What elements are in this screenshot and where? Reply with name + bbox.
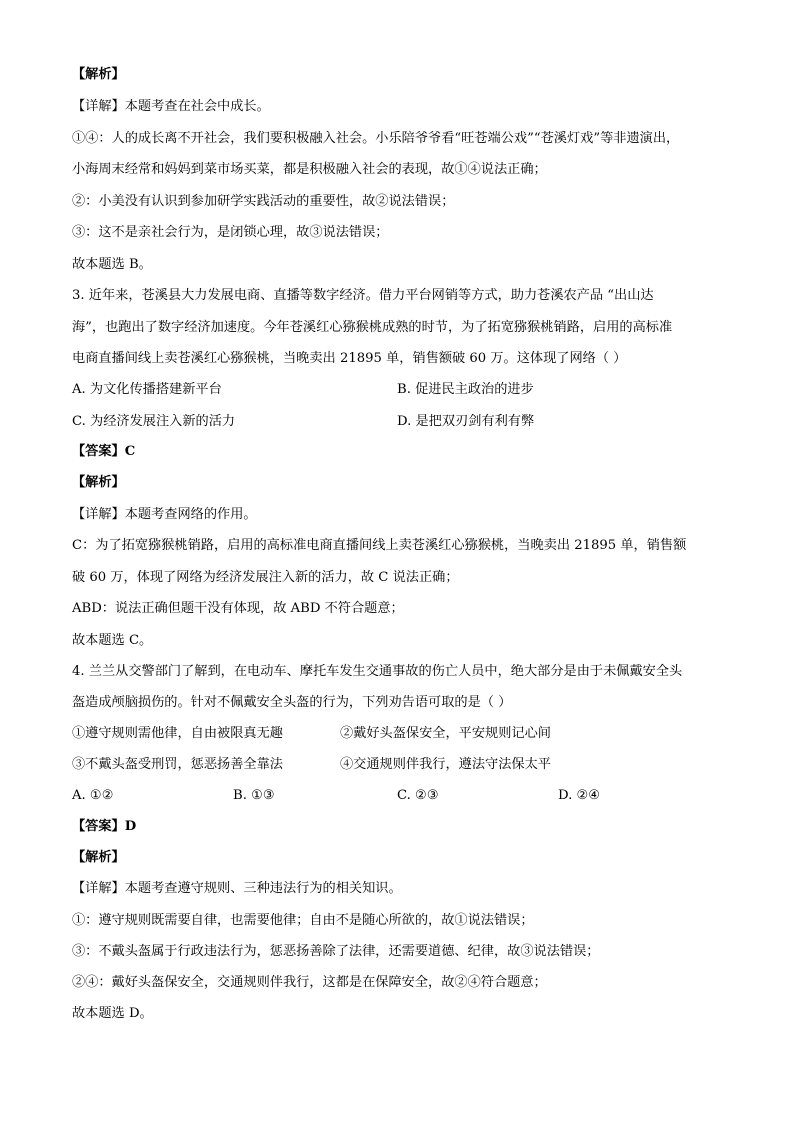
final-answer-line: 故本题选 B。: [72, 257, 152, 272]
statement-item: ③不戴头盔受刑罚，惩恶扬善全靠法: [72, 757, 283, 772]
section-heading-analysis: 【解析】: [72, 67, 125, 82]
detail-heading: 【详解】本题考查网络的作用。: [72, 507, 257, 522]
answer-heading: 【答案】C: [72, 444, 136, 459]
option-b: B. 促进民主政治的进步: [397, 382, 534, 397]
question-3-stem: 海”，也跑出了数字经济加速度。今年苍溪红心猕猴桃成熟的时节，为了拓宽猕猴桃销路，启用的高标准: [72, 320, 673, 335]
option-d: D. ②④: [558, 788, 601, 803]
section-heading-analysis: 【解析】: [72, 475, 125, 490]
question-4-stem: 4. 兰兰从交警部门了解到，在电动车、摩托车发生交通事故的伤亡人员中，绝大部分是由于未佩戴安全头: [72, 664, 683, 679]
statement-item: ②戴好头盔保安全，平安规则记心间: [340, 726, 551, 741]
explanation-line: ②④：戴好头盔保安全，交通规则伴我行，这都是在保障安全，故②④符合题意；: [72, 975, 547, 990]
question-3-stem: 3. 近年来，苍溪县大力发展电商、直播等数字经济。借力平台网销等方式，助力苍溪农产品 “出山达: [72, 288, 654, 303]
detail-heading: 【详解】本题考查在社会中成长。: [72, 99, 270, 114]
explanation-line: 破 60 万，体现了网络为经济发展注入新的活力，故 C 说法正确；: [72, 570, 459, 585]
statement-item: ①遵守规则需他律，自由被限真无趣: [72, 726, 283, 741]
explanation-line: ②：小美没有认识到参加研学实践活动的重要性，故②说法错误；: [72, 194, 455, 209]
explanation-line: ③：不戴头盔属于行政违法行为，惩恶扬善除了法律，还需要道德、纪律，故③说法错误；: [72, 944, 600, 959]
explanation-line: 小海周末经常和妈妈到菜市场买菜，都是积极融入社会的表现，故①④说法正确；: [72, 162, 547, 177]
option-c: C. 为经济发展注入新的活力: [72, 414, 236, 429]
explanation-line: C：为了拓宽猕猴桃销路，启用的高标准电商直播间线上卖苍溪红心猕猴桃，当晚卖出 21895 单，销售额: [72, 538, 687, 553]
option-c: C. ②③: [397, 788, 439, 803]
option-a: A. 为文化传播搭建新平台: [72, 382, 222, 397]
final-answer-line: 故本题选 D。: [72, 1006, 153, 1021]
explanation-line: ①：遵守规则既需要自律，也需要他律；自由不是随心所欲的，故①说法错误；: [72, 913, 534, 928]
answer-heading: 【答案】D: [72, 819, 137, 834]
statement-item: ④交通规则伴我行，遵法守法保太平: [340, 757, 551, 772]
option-b: B. ①③: [233, 788, 275, 803]
detail-heading: 【详解】本题考查遵守规则、三种违法行为的相关知识。: [72, 881, 402, 896]
option-a: A. ①②: [72, 788, 114, 803]
explanation-line: ABD：说法正确但题干没有体现，故 ABD 不符合题意；: [72, 601, 404, 616]
question-4-stem: 盔造成颅脑损伤的。针对不佩戴安全头盔的行为，下列劝告语可取的是（ ）: [72, 695, 512, 710]
explanation-line: ①④：人的成长离不开社会，我们要积极融入社会。小乐陪爷爷看“旺苍端公戏”“苍溪灯戏”等非遗演出，: [72, 131, 680, 146]
final-answer-line: 故本题选 C。: [72, 633, 153, 648]
question-3-stem: 电商直播间线上卖苍溪红心猕猴桃，当晚卖出 21895 单，销售额破 60 万。这体现了网络（ ）: [72, 351, 627, 366]
option-d: D. 是把双刃剑有利有弊: [397, 414, 535, 429]
explanation-line: ③：这不是亲社会行为，是闭锁心理，故③说法错误；: [72, 225, 389, 240]
section-heading-analysis: 【解析】: [72, 850, 125, 865]
